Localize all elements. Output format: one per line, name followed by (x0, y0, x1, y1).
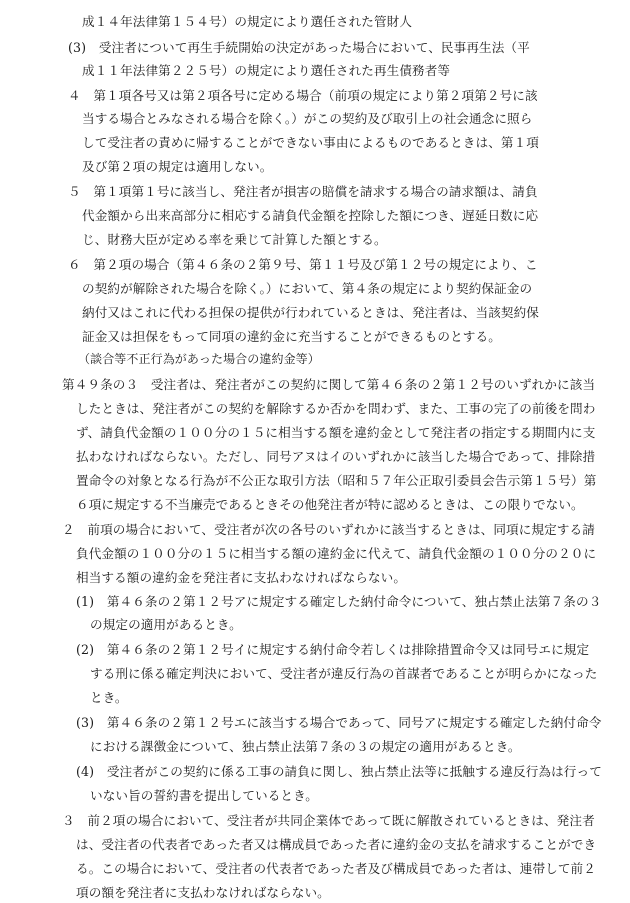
text-line: ６ 第２項の場合（第４６条の２第９号、第１１号及び第１２号の規定により、こ (68, 257, 538, 272)
text-line: (4) 受注者がこの契約に係る工事の請負に関し、独占禁止法等に抵触する違反行為は行って (76, 764, 602, 779)
text-line: 証金又は担保をもって同項の違約金に充当することができるものとする。 (82, 329, 501, 344)
text-line: 払わなければならない。ただし、同号アヌはイのいずれかに該当した場合であって、排除措 (76, 449, 596, 464)
text-line: 置命令の対象となる行為が不公正な取引方法（昭和５７年公正取引委員会告示第１５号）第 (76, 473, 597, 488)
text-line: とき。 (90, 690, 128, 705)
article-title-line: 第４９条の３ 受注者は、発注者がこの契約に関して第４６条の２第１２号のいずれかに該当 (62, 377, 596, 392)
text-line: 成１４年法律第１５４号）の規定により選任された管財人 (82, 14, 413, 29)
text-line: 代金額から出来高部分に相応する請負代金額を控除した額につき、遅延日数に応 (82, 208, 539, 223)
text-line: 納付又はこれに代わる担保の提供が行われているときは、発注者は、当該契約保 (82, 305, 539, 320)
text-line: る。この場合において、受注者の代表者であった者及び構成員であった者は、連帯して前２ (76, 861, 596, 876)
text-line: する刑に係る確定判決において、受注者が違反行為の首謀者であることが明らかになった (90, 666, 598, 681)
text-line: 当する場合とみなされる場合を除く。）がこの契約及び取引上の社会通念に照ら (82, 111, 533, 126)
text-line: 及び第２項の規定は適用しない。 (82, 159, 273, 174)
text-line: して受注者の責めに帰することができない事由によるものであるときは、第１項 (82, 135, 539, 150)
text-line: 負代金額の１００分の１５に相当する額の違約金に代えて、請負代金額の１００分の２０に (76, 546, 597, 561)
text-line: じ、財務大臣が定める率を乗じて計算した額とする。 (82, 232, 387, 247)
text-line: ５ 第１項第１号に該当し、発注者が損害の賠償を請求する場合の請求額は、請負 (68, 184, 538, 199)
text-line: (2) 第４６条の２第１２号イに規定する納付命令若しくは排除措置命令又は同号エに規定 (76, 642, 590, 657)
text-line: は、受注者の代表者であった者又は構成員であった者に違約金の支払を請求することができ (76, 837, 597, 852)
text-line: ３ 前２項の場合において、受注者が共同企業体であって既に解散されているときは、発注者 (62, 813, 595, 828)
text-line: 成１１年法律第２２５号）の規定により選任された再生債務者等 (82, 63, 451, 78)
text-line: (3) 受注者について再生手続開始の決定があった場合において、民事再生法（平 (68, 40, 530, 55)
text-line: ず、請負代金額の１００分の１５に相当する額を違約金として発注者の指定する期間内に支 (76, 425, 596, 440)
text-line: 項の額を発注者に支払わなければならない。 (76, 885, 330, 900)
text-line: (1) 第４６条の２第１２号アに規定する確定した納付命令について、独占禁止法第７条の３ (76, 594, 602, 609)
text-line: の契約が解除された場合を除く。）において、第４条の規定により契約保証金の (82, 281, 533, 296)
text-line: の規定の適用があるとき。 (90, 617, 242, 632)
text-line: いない旨の誓約書を提出しているとき。 (90, 788, 318, 803)
text-line: ４ 第１項各号又は第２項各号に定める場合（前項の規定により第２項第２号に該 (68, 88, 538, 103)
text-line: したときは、発注者がこの契約を解除するか否かを問わず、また、工事の完了の前後を問わ (76, 401, 596, 416)
text-line: (3) 第４６条の２第１２号エに該当する場合であって、同号アに規定する確定した納付命令 (76, 715, 602, 730)
text-line: 相当する額の違約金を発注者に支払わなければならない。 (76, 570, 407, 585)
text-line: ２ 前項の場合において、受注者が次の各号のいずれかに該当するときは、同項に規定する請 (62, 522, 595, 537)
text-line: における課徴金について、独占禁止法第７条の３の規定の適用があるとき。 (90, 739, 521, 754)
section-heading: （談合等不正行為があった場合の違約金等） (78, 352, 320, 366)
text-line: ６項に規定する不当廉売であるときその他発注者が特に認めるときは、この限りでない。 (76, 497, 584, 512)
